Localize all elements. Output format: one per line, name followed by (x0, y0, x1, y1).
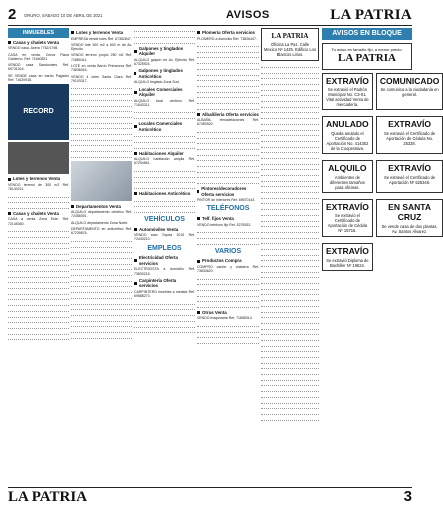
promo-logo: LA PATRIA (338, 52, 396, 64)
classified-ad: COMPRO cartón y chatarra Ref. 73833620. (197, 264, 259, 273)
subheading: Lotes y terrenos Venta (71, 30, 132, 36)
notice-box (376, 73, 443, 111)
category-title: VARIOS (214, 247, 242, 255)
category-bar: INMUEBLES (8, 28, 69, 38)
issue-date: ORURO, SÁBADO 10 DE ABRIL DE 2021 (24, 12, 103, 18)
classified-ad: ALQUILO local céntrico Ref. 71643211. (134, 98, 195, 107)
classified-ad: VENDO casa. Acera 7762/1798. (8, 46, 59, 51)
fixed-size-promo (322, 43, 412, 70)
page-header (8, 6, 412, 26)
category-title: VEHÍCULOS (144, 215, 185, 223)
classified-ad: EMPRESA vende lotes Ref. 67382847. (71, 36, 132, 41)
classified-ad: CASA en venta. Cerca Plaza Gobierno. Ref. 71640821 (8, 52, 69, 61)
notice-box (322, 243, 373, 271)
office-logo: LA PATRIA (271, 32, 309, 40)
notice-box (376, 116, 443, 154)
classified-ad: DEPARTAMENTO en anticrético Ref. 67239876. (71, 227, 132, 236)
notice-body: Se extravió el Certificado de Aportación de Cédula No. 25328. (383, 131, 436, 146)
notice-grid (322, 73, 440, 274)
notices-column (322, 28, 440, 476)
section-title: AVISOS (226, 8, 270, 21)
classified-ad: ALBAÑIL remodelaciones Ref. 67483920. (197, 118, 259, 127)
notice-body: Ambientes de diferentes tamaños para oficinas. (330, 174, 365, 190)
page-number: 2 (8, 6, 17, 24)
notice-title: EN SANTA CRUZ (388, 201, 431, 223)
office-info: Oficina La Paz. Calle Mexico Nº 1425. Edificio Los Blancos Lirios. (264, 41, 317, 57)
subheading: Pintores/decoradores Oferta servicios (197, 186, 259, 197)
classified-ad: VENDO auto Toyota 2015 Ref. 72443210. (134, 233, 195, 242)
subheading: Otros Venta (197, 310, 259, 316)
column-2 (71, 28, 132, 476)
bulk-ads-banner: AVISOS EN BLOQUE (322, 28, 412, 40)
column-5 (261, 28, 319, 476)
classified-ad: PINTOR de interiores Ref. 69570143. (197, 198, 256, 203)
ads-columns (8, 28, 440, 476)
subheading: Electricidad Oferta servicios (134, 255, 195, 266)
classified-ad: CASA a venta Zona Este. Ref. 72145360. (8, 217, 69, 226)
notice-title: ANULADO (326, 119, 369, 130)
notice-body: Se extravió Diploma de Bachiller Nº 19624. (326, 257, 369, 268)
footer-logo: LA PATRIA (8, 489, 88, 506)
classified-ad: VENDO teléfono fijo Ref. 5276532. (197, 222, 252, 227)
notice-body: Se comunica a la ciudadanía en general. (380, 87, 439, 98)
subheading: Casas y chalets Venta (8, 40, 69, 46)
classified-ad: VENDO casa Sandovales Ref. 69731024. (8, 63, 69, 72)
classified-ad: ALQUILO habitación amplia Ref. 67294561. (134, 157, 195, 166)
classified-ad: CARPINTERO muebles a medida Ref. 69588273. (134, 289, 195, 299)
subheading: Telf. fijos Venta (197, 216, 259, 222)
subheading: Lotes y terrenos Venta (8, 176, 69, 182)
classified-ad: VENDO 4 lotes Santa Clara Ref. 79103317. (71, 74, 132, 83)
subheading: Automóviles Venta (134, 227, 195, 233)
subheading: Habitaciones Alquiler (134, 151, 195, 157)
house-photo (8, 142, 69, 174)
subheading: Albañilería Oferta servicios (197, 112, 259, 118)
notice-body: Se extravió el Padrón Municipal No. C3-01. Vital actividad Venta de mercadería. (326, 87, 369, 108)
notice-title: EXTRAVÍO (326, 75, 369, 86)
subheading: Locales Comerciales Anticrético (134, 121, 195, 132)
classified-ad: ALQUILO departamento céntrico Ref. 72458391. (71, 210, 132, 219)
notice-title: EXTRAVÍO (326, 201, 369, 212)
notice-body: Se extravió el Certificado de Aportación Nº 525346. (383, 174, 436, 185)
notice-title: COMUNICADO (379, 75, 440, 86)
laptop-ad-image (71, 161, 132, 201)
notice-box (322, 199, 373, 237)
notice-box (376, 160, 443, 193)
record-ad-image (8, 84, 69, 140)
page-footer (8, 487, 412, 507)
subheading: Galpones y tinglados Anticrético (134, 68, 195, 79)
office-info-box (261, 28, 319, 61)
subheading: Departamentos Venta (71, 204, 132, 210)
subheading: Productos Compra (197, 258, 259, 264)
classified-ad: ALQUILO tinglado Zona Sud. (134, 80, 180, 85)
subheading: Plomería Oferta servicios (197, 30, 259, 36)
column-3 (134, 28, 195, 476)
header-logo: LA PATRIA (330, 7, 412, 24)
classified-ad: LOTE en venta Barrio Primavera Ref. 73836044. (71, 64, 132, 73)
subheading: Habitaciones Anticrético (134, 191, 195, 197)
notice-box (322, 160, 373, 193)
notice-title: EXTRAVÍO (326, 245, 369, 256)
notice-body: Queda anulado el Certificado de Aportación No. 414352 de la Cooperativa. (326, 131, 369, 151)
classified-ad: ALQUILO departamento Zona Norte. (71, 220, 129, 225)
classified-ad: PLOMERO a domicilio Ref. 73826447. (197, 36, 257, 41)
notice-box (322, 73, 373, 111)
classified-ad: SE VENDE casa en barrio Pagador Ref. 71620918. (8, 73, 69, 82)
column-1 (8, 28, 69, 476)
subheading: Casas y chalets Venta (8, 211, 69, 217)
category-title: TELÉFONOS (206, 205, 250, 213)
subheading: Carpintería Oferta servicios (134, 278, 195, 289)
classified-ad: ALQUILO galpón en Av. Ejército Ref. 67325924. (134, 57, 195, 66)
subheading: Galpones y tinglados Alquiler (134, 46, 195, 57)
notice-body: Se vende casa de dos plantas, Av. Santos Álvarez. (381, 223, 438, 234)
classified-ad: VENDO terreno de 300 m2 Ref. 76140211. (8, 182, 69, 191)
category-title: EMPLEOS (147, 244, 182, 252)
column-4 (197, 28, 259, 476)
classified-ad: VENDO terreno propio 250 m2 Ref. 71880411. (71, 53, 132, 62)
notice-title: ALQUILO (328, 163, 367, 173)
notice-title: EXTRAVÍO (388, 163, 431, 173)
notice-box (376, 199, 443, 237)
notice-title: EXTRAVÍO (388, 119, 431, 130)
classified-ad: ELECTRICISTA a domicilio Ref. 73830215. (134, 267, 195, 276)
subheading: Locales Comerciales Alquiler (134, 87, 195, 98)
record-label: RECORD (23, 107, 54, 115)
notice-box (322, 116, 373, 154)
promo-line: Tu aviso en tamaño fijo, a menor precio. (331, 47, 403, 52)
notice-body: Se extravió el Certificado de Aportación de Cédula Nº 15716. (327, 213, 368, 234)
classified-ad: VENDO lote 300 m2 a 800 m de Av. Ejército. (71, 42, 132, 52)
classified-ad: VENDO maquinaria Ref. 71858314. (197, 316, 253, 321)
footer-page-number: 3 (403, 488, 412, 506)
